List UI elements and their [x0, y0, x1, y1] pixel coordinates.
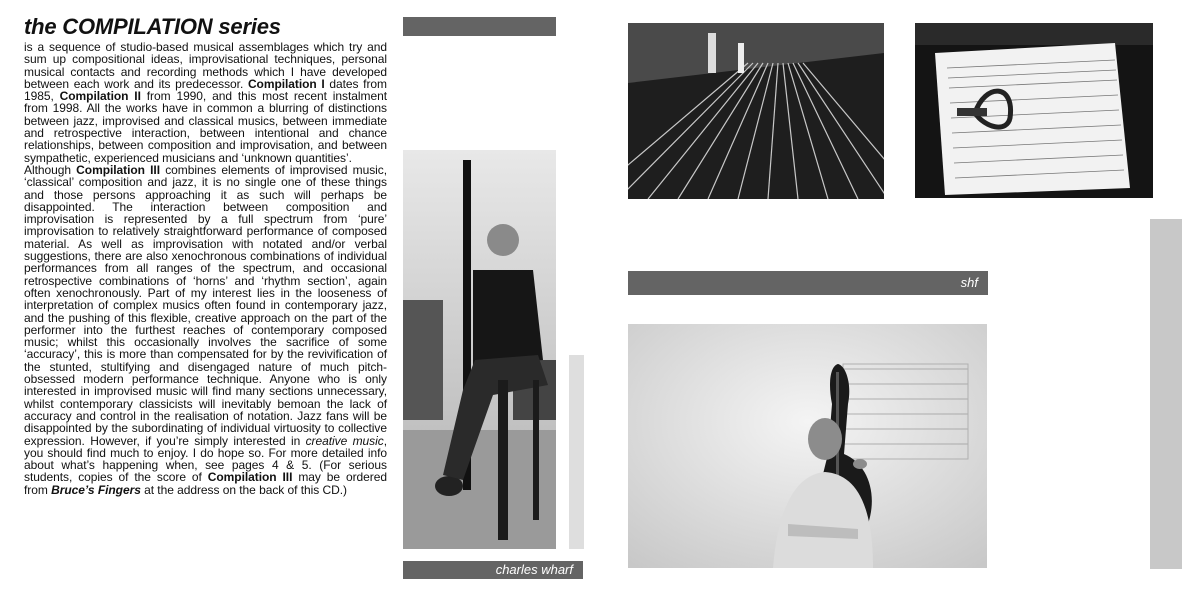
bold-text: Compilation II — [59, 89, 141, 104]
caption-bass-photo: shf — [960, 275, 978, 290]
bold-text: Compilation III — [76, 162, 160, 177]
text-run: Although — [24, 162, 77, 177]
double-bass-player-photo — [628, 324, 987, 568]
bold-text: Compilation I — [247, 76, 325, 91]
caption-bar-bass — [628, 271, 988, 295]
text-run: at the address on the back of this CD.) — [140, 482, 347, 497]
header-bar-left — [403, 17, 556, 36]
text-run: may be ordered from — [24, 470, 388, 497]
text-run: , you should find much to enjoy. I do hope so. For more detailed info about what’s happening when, see pages 4 & 5. (For serious students, copies of the score of — [24, 433, 387, 485]
text-run: is a sequence of studio-based musical assemblages which try and sum up compositional ideas, improvisational techniques, personal musical contacts and recording methods which I have developed between each work and its predecessor. — [24, 40, 387, 91]
vertical-bar-right — [1150, 219, 1182, 569]
text-run: from 1990, and this most recent instalment from 1998. All the works have in common a blurring of distinctions between jazz, improvised and classical musics, between immediate and retrospective interaction, between intentional and chance relationships, between composition and improvisation, and between sympathetic, experienced musicians and ‘unknown quantities’. — [24, 89, 387, 165]
body-text — [24, 41, 387, 496]
score-on-piano-photo — [915, 23, 1153, 198]
caption-bar-clarinet — [403, 561, 583, 579]
clarinet-player-photo — [403, 150, 556, 549]
caption-clarinet-photo: charles wharf — [495, 562, 573, 577]
paragraph-2 — [24, 164, 387, 496]
paragraph-1 — [24, 41, 387, 164]
bold-italic-text: Bruce’s Fingers — [51, 482, 141, 497]
bold-text: Compilation III — [207, 470, 293, 485]
vertical-bar-left — [569, 355, 584, 549]
piano-strings-photo — [628, 23, 884, 199]
italic-text: creative music — [305, 433, 384, 448]
page-title: the COMPILATION series — [24, 14, 281, 39]
text-run: dates from 1985, — [24, 76, 387, 104]
text-run: combines elements of improvised music, ‘classical’ composition and jazz, it is no single one of these things and those persons approaching it as such will perhaps be disappointed. The interaction between composition and improvisation is represented by a full spectrum from ‘pure’ improvisation to relatively straightforward performance of composed material. As well as improvisation with notated and/or verbal suggestions, there are also xenochronous combinations of individual performances from all ranges of the spectrum, and occasional retrospective combinations of ‘horns’ and ‘rhythm section’, again often xenochronously. Part of my interest lies in the looseness of interpretation of complex musics often found in contemporary jazz, and the pushing of this flexible, creative approach on the part of the performer into the furthest reaches of contemporary composed music; whilst this occasionally involves the sacrifice of some ‘accuracy’, this is more than compensated for by the revivification of the stunted, stultifying and disengaged nature of much pitch-obsessed modern performance technique. Anyone who is only interested in improvised music will find many sections unnecessary, whilst contemporary classicists will inevitably bemoan the lack of accuracy and control in the realisation of notation. Jazz fans will be disappointed by the subordinating of individual virtuosity to collective expression. However, if you’re simply interested in — [24, 162, 387, 448]
